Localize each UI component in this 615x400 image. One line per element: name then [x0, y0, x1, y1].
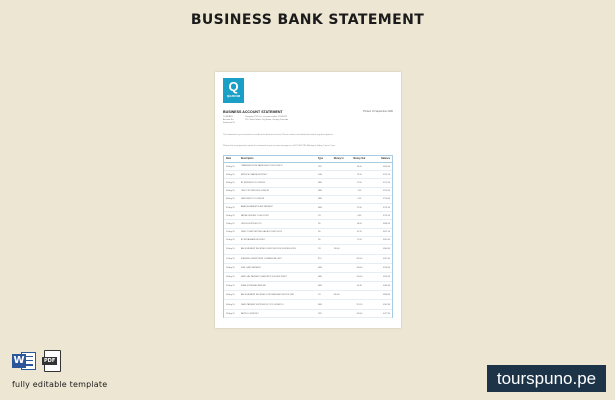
cell-balance: 4800.00	[383, 165, 390, 168]
cell-money-out: 210.00	[356, 276, 363, 279]
table-body	[224, 163, 392, 318]
cell-date: 29 Aug 20	[226, 312, 235, 315]
cell-money-in: 230.00	[333, 248, 340, 251]
cell-date: 15 Aug 20	[226, 248, 235, 251]
cell-money-out: 36.00	[357, 222, 362, 225]
statement-title: BUSINESS ACCOUNT STATEMENT	[223, 110, 283, 114]
cell-date: 03 Aug 20	[226, 181, 235, 184]
header-date: Date	[226, 158, 231, 160]
header-type: Type	[317, 158, 324, 160]
cell-date: 07 Aug 20	[226, 206, 235, 209]
cell-money-in: 820.00	[333, 294, 340, 297]
table-row	[224, 282, 392, 290]
cell-type: DEB	[317, 206, 322, 209]
cell-type: DD	[317, 222, 321, 225]
cell-balance: 4758.90	[383, 198, 390, 201]
account-info-value: Company XYZ Ltd · account number 12345678	[245, 116, 287, 118]
cell-date: 19 Aug 20	[226, 267, 235, 270]
account-info-key: COMPANY:	[223, 116, 234, 118]
cell-type: STO	[317, 258, 322, 261]
cell-date: 24 Aug 20	[226, 294, 235, 297]
transactions-table	[223, 155, 393, 318]
cell-type: DEB	[317, 303, 322, 306]
table-row	[224, 237, 392, 245]
table-row	[224, 245, 392, 255]
header-money-out: Money Out	[353, 158, 366, 160]
cell-money-out: 50.00	[357, 165, 362, 168]
cell-type: DEB	[317, 276, 322, 279]
account-info	[223, 116, 373, 125]
cell-type: TFR	[317, 312, 322, 315]
cell-date: 21 Aug 20	[226, 285, 235, 288]
table-row	[224, 291, 392, 301]
cell-type: CR	[317, 294, 321, 297]
cell-date: 17 Aug 20	[226, 258, 235, 261]
cell-description: CARD PAYMENT SUPPLIER XYZ LTD ORDER 55	[240, 303, 284, 306]
cell-money-out: 425.00	[356, 258, 363, 261]
table-row	[224, 188, 392, 196]
cell-balance: 4377.80	[383, 312, 390, 315]
cell-balance: 4888.90	[383, 294, 390, 297]
cell-date: 11 Aug 20	[226, 222, 235, 225]
cell-description: BT BROADBAND MONTHLY	[240, 239, 266, 242]
cell-money-out: 27.60	[357, 206, 362, 209]
cell-balance: 4610.30	[383, 239, 390, 242]
cell-description: FUEL CARD PAYMENT	[240, 266, 261, 269]
table-row	[224, 196, 392, 204]
cell-balance: 4770.50	[383, 181, 390, 184]
account-info-value: 123, Street Name, City Name, Country Postcode	[245, 119, 289, 121]
cell-balance: 4627.30	[383, 231, 390, 234]
cell-type: CR	[317, 248, 321, 251]
cell-date: 01 Aug 20	[226, 165, 235, 168]
table-row	[224, 212, 392, 220]
cell-type: DD	[317, 231, 321, 234]
table-row	[224, 163, 392, 171]
cell-description: STANDING ORDER RENT COMMERCIAL UNIT	[240, 257, 282, 260]
account-info-key: Statement ID:	[223, 122, 236, 124]
cell-date: 26 Aug 20	[226, 303, 235, 306]
cell-type: CHG	[317, 173, 323, 176]
cell-type: DEB	[317, 198, 322, 201]
table-row	[224, 255, 392, 265]
cell-money-out: 7.40	[357, 190, 362, 193]
cell-description: TESCO STORES 3056 LONDON	[240, 189, 269, 192]
cell-money-out: 106.00	[356, 267, 363, 270]
table-row	[224, 220, 392, 228]
cell-description: STAFF EXPENSES REFUND	[240, 284, 266, 287]
cell-date: 06 Aug 20	[226, 198, 235, 201]
account-info-key: Account No:	[223, 119, 234, 121]
cell-description: BACS PAYMENT RECEIVED CUSTOMER ABC INVOICE 2041	[240, 293, 295, 296]
cell-type: DEB	[317, 190, 322, 193]
cell-description: BACS PAYMENT RECEIVED CLIENT INVOICE 2034 REF 00765	[240, 248, 296, 251]
account-info-row	[223, 122, 373, 125]
bank-logo	[223, 78, 244, 103]
table-row	[224, 179, 392, 187]
table-row	[224, 264, 392, 272]
header-description: Description	[240, 157, 254, 160]
statement-document	[215, 72, 401, 328]
cell-date: 02 Aug 20	[226, 173, 235, 176]
cell-money-out: 12.50	[357, 173, 362, 176]
cell-description: SERVICE CHARGE MONTHLY	[240, 173, 268, 176]
table-row	[224, 310, 392, 318]
statement-note: This statement is your transaction record for the business account. Please review it and notify the bank of any discrepancies.	[223, 134, 334, 136]
cell-money-out: 17.00	[357, 181, 362, 184]
file-formats	[12, 350, 61, 372]
cell-balance: 4731.30	[383, 206, 390, 209]
statement-date: Printed: 01 September 2020	[363, 110, 393, 113]
cell-balance: 4567.80	[383, 303, 390, 306]
site-badge[interactable]: tourspuno.pe	[487, 365, 606, 392]
cell-description: AMAZON MARKETPLACE PAYMENT	[240, 206, 273, 209]
table-row	[224, 300, 392, 310]
header-balance: Balance	[381, 158, 390, 160]
cell-type: DEB	[317, 267, 322, 270]
cell-balance: 4415.30	[383, 258, 390, 261]
cell-date: 12 Aug 20	[226, 231, 235, 234]
cell-description: CAFE NERO 123 LONDON	[240, 198, 265, 201]
editable-caption: fully editable template	[12, 380, 108, 389]
header-money-in: Money In	[333, 158, 344, 160]
table-header	[224, 156, 392, 163]
cell-description: PAYROLL MONTHLY	[240, 312, 259, 315]
cell-money-out: 61.20	[357, 231, 362, 234]
word-icon: W	[12, 350, 36, 372]
table-row	[224, 273, 392, 283]
cell-balance: 4099.30	[383, 276, 390, 279]
cell-description: TRANSFER FROM SAVINGS ACCOUNT 000123	[240, 165, 283, 168]
cell-balance: 4724.50	[383, 214, 390, 217]
cell-date: 20 Aug 20	[226, 276, 235, 279]
cell-description: PAYPAL REFUND TO ACCOUNT	[240, 214, 269, 217]
table-row	[224, 229, 392, 237]
cell-balance: 4840.30	[383, 248, 390, 251]
logo-text: QAZKOM	[226, 94, 241, 98]
banner-title: BUSINESS BANK STATEMENT	[190, 12, 425, 28]
cell-description: BP EXPRESS 123 LONDON	[240, 181, 266, 184]
statement-contact-note: Please direct any questions about this statement to your account manager or call 123 456 789 Monday to Friday, 9 am to 5 pm.	[223, 145, 336, 147]
cell-balance: 4309.30	[383, 267, 390, 270]
cell-description: OFFICE SUPPLIES LTD	[240, 222, 262, 225]
cell-type: DEB	[317, 181, 322, 184]
cell-date: 14 Aug 20	[226, 239, 235, 242]
cell-type: CR	[317, 214, 321, 217]
pdf-icon: PDF	[44, 350, 61, 372]
table-row	[224, 171, 392, 179]
cell-balance: 4787.50	[383, 173, 390, 176]
cell-type: DD	[317, 239, 321, 242]
cell-date: 10 Aug 20	[226, 214, 235, 217]
cell-description: HMRC VAT PAYMENT QUARTER 2 2020 REF 998877	[240, 275, 287, 278]
cell-balance: 4068.90	[383, 285, 390, 288]
cell-money-out: 17.00	[357, 239, 362, 242]
cell-description: DIRECT DEBIT BRITISH GAS ACCOUNT 00213	[240, 230, 282, 233]
cell-balance: 4763.10	[383, 190, 390, 193]
cell-type: TFR	[317, 165, 322, 168]
cell-date: 05 Aug 20	[226, 190, 235, 193]
cell-money-out: 321.10	[356, 303, 363, 306]
cell-money-out: 190.00	[356, 312, 363, 315]
cell-type: DEB	[317, 285, 322, 288]
cell-money-out: 6.80	[357, 214, 362, 217]
table-row	[224, 204, 392, 212]
cell-balance: 4688.50	[383, 222, 390, 225]
cell-money-out: 4.20	[357, 198, 362, 201]
logo-mark: Q	[228, 79, 239, 94]
cell-money-out: 30.40	[357, 285, 362, 288]
